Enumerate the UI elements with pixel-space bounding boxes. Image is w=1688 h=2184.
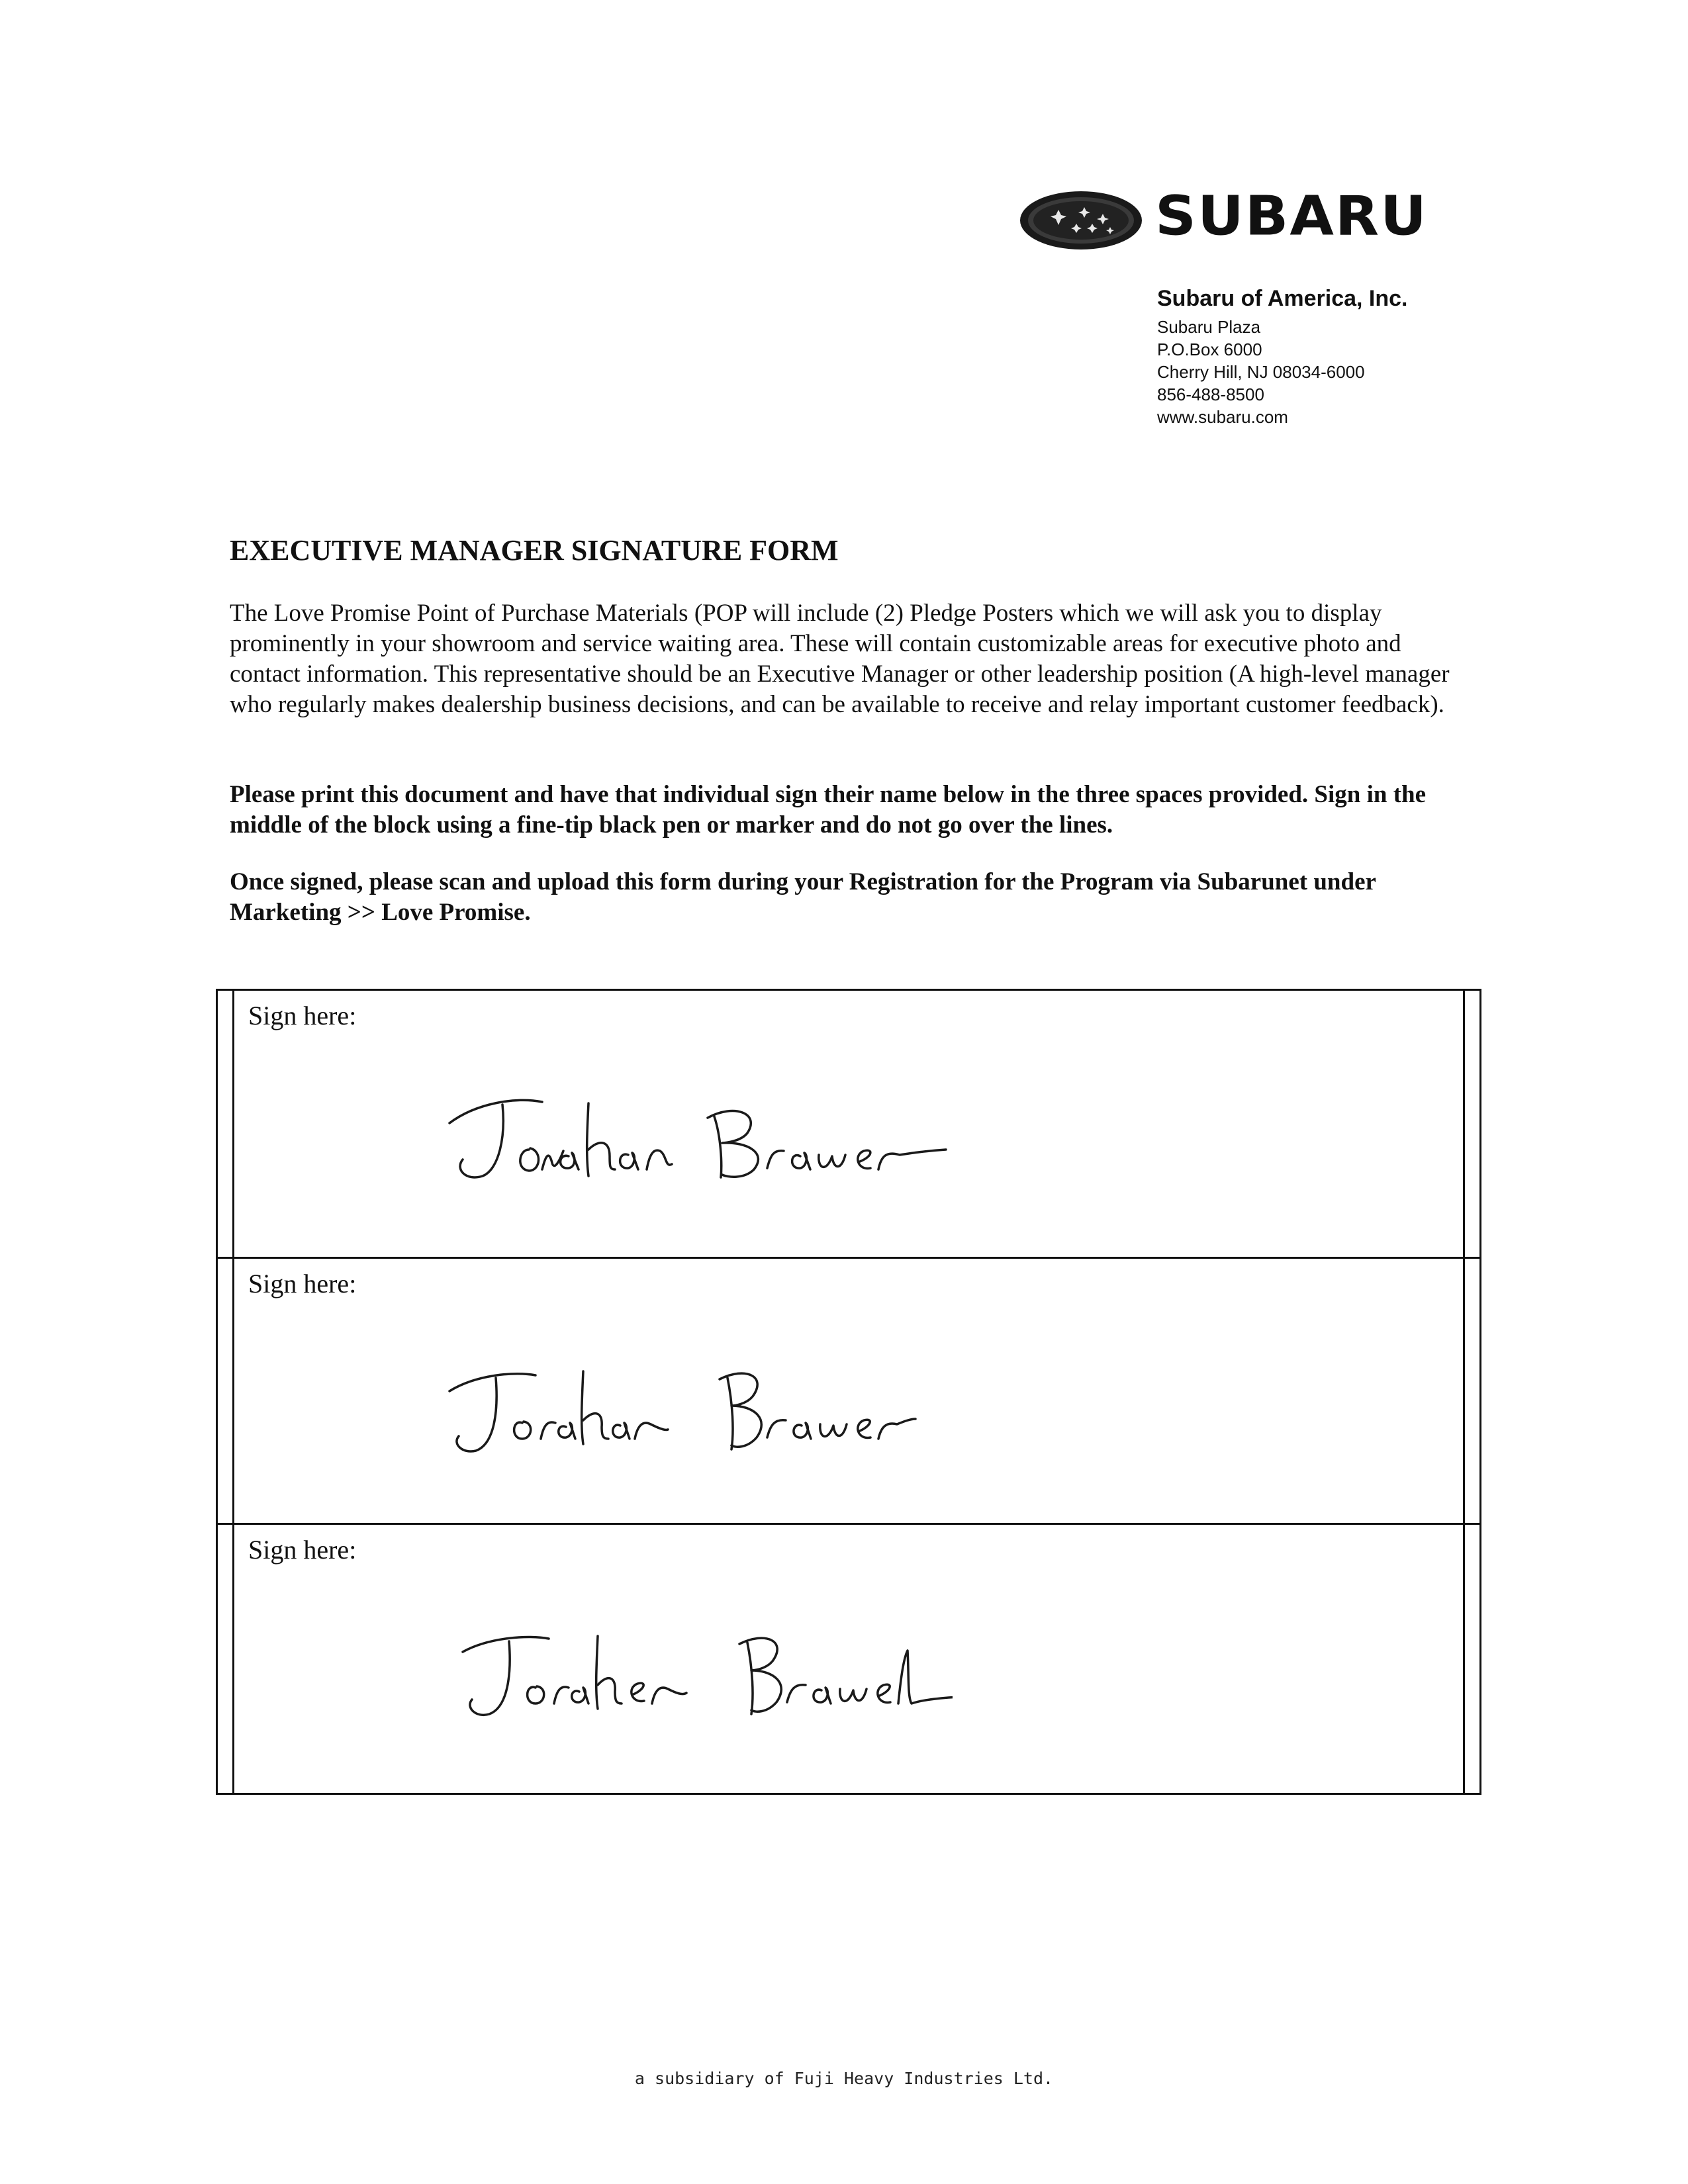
subaru-pleiades-emblem-icon: [1016, 189, 1149, 261]
website: www.subaru.com: [1157, 407, 1288, 427]
sign-here-label: Sign here:: [248, 1535, 357, 1565]
handwritten-signature: [436, 1345, 953, 1490]
signature-table: [216, 989, 1481, 1795]
upload-instruction: Once signed, please scan and upload this form during your Registration for the Program via Subarunet under Marketing >> Love Promise.: [230, 868, 1376, 926]
sign-here-label: Sign here:: [248, 1269, 357, 1298]
footer-note: a subsidiary of Fuji Heavy Industries Ltd.: [634, 2069, 1054, 2088]
address-line: Subaru Plaza: [1157, 317, 1261, 337]
intro-paragraph: The Love Promise Point of Purchase Materials (POP will include (2) Pledge Posters which we will ask you to display prominently in your showroom and service waiting area. These will contain customizable areas for executive photo and contact information. This representative should be an Executive Manager or other leadership position (A high-level manager who regularly makes dealership business decisions, and can be available to receive and relay important customer feedback).: [230, 600, 1450, 718]
signature-block: [218, 1259, 1479, 1525]
address-line: Cherry Hill, NJ 08034-6000: [1157, 362, 1365, 382]
handwritten-signature: [436, 1611, 953, 1756]
handwritten-signature: [436, 1077, 953, 1222]
form-title: EXECUTIVE MANAGER SIGNATURE FORM: [230, 534, 839, 567]
print-instruction: Please print this document and have that individual sign their name below in the three spaces provided. Sign in the middle of the block using a fine-tip black pen or marker and do not go over the lines.: [230, 781, 1427, 839]
company-name: Subaru of America, Inc.: [1157, 286, 1408, 311]
signature-block: [218, 1525, 1479, 1793]
signature-block: [218, 991, 1479, 1259]
address-block: [1157, 286, 1408, 428]
phone-number: 856-488-8500: [1157, 385, 1264, 404]
address-line: P.O.Box 6000: [1157, 340, 1262, 359]
subaru-wordmark: SUBARU: [1155, 185, 1428, 248]
sign-here-label: Sign here:: [248, 1001, 357, 1030]
